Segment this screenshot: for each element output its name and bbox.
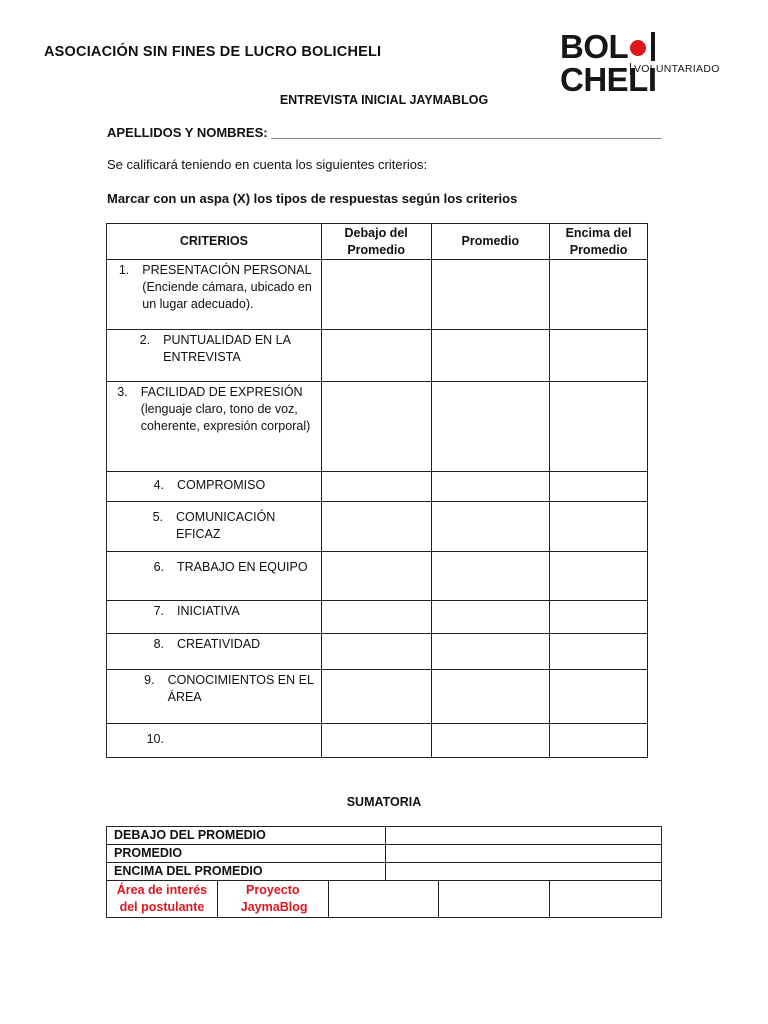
table-row (107, 330, 648, 382)
name-field-line[interactable]: APELLIDOS Y NOMBRES: ______________________________________________________ (107, 125, 662, 140)
project-option-jaymablog[interactable]: Proyecto JaymaBlog (217, 881, 328, 918)
table-row (107, 863, 662, 881)
criterion-cell: 2. PUNTUALIDAD EN LA ENTREVISTA (107, 330, 322, 382)
mark-cell-average[interactable] (431, 601, 550, 634)
mark-cell-above[interactable] (550, 601, 648, 634)
mark-cell-below[interactable] (321, 502, 431, 552)
mark-cell-below[interactable] (321, 552, 431, 601)
table-row (107, 670, 648, 724)
mark-cell-below[interactable] (321, 472, 431, 502)
mark-cell-average[interactable] (431, 472, 550, 502)
interest-area-table (106, 880, 662, 918)
summary-label: ENCIMA DEL PROMEDIO (107, 863, 386, 881)
criterion-cell: 1. PRESENTACIÓN PERSONAL (Enciende cámara, ubicado en un lugar adecuado). (107, 260, 322, 330)
mark-cell-below[interactable] (321, 724, 431, 758)
table-row (107, 260, 648, 330)
project-option-cell[interactable] (328, 881, 438, 918)
criterion-cell: 9. CONOCIMIENTOS EN EL ÁREA (107, 670, 322, 724)
mark-cell-average[interactable] (431, 670, 550, 724)
project-option-cell[interactable] (439, 881, 549, 918)
organization-name: ASOCIACIÓN SIN FINES DE LUCRO BOLICHELI (44, 44, 382, 60)
mark-cell-average[interactable] (431, 330, 550, 382)
mark-cell-above[interactable] (550, 552, 648, 601)
table-row (107, 634, 648, 670)
mark-cell-above[interactable] (550, 670, 648, 724)
criteria-table (106, 223, 648, 758)
table-row (107, 472, 648, 502)
mark-cell-average[interactable] (431, 552, 550, 601)
criterion-cell: 4. COMPROMISO (107, 472, 322, 502)
logo-subtitle: VOLUNTARIADO (630, 63, 720, 75)
bolicheli-logo (560, 28, 720, 98)
summary-value-cell[interactable] (386, 863, 662, 881)
table-row (107, 502, 648, 552)
mark-cell-above[interactable] (550, 330, 648, 382)
header-debajo: Debajo del Promedio (321, 224, 431, 260)
mark-cell-average[interactable] (431, 634, 550, 670)
table-row (107, 601, 648, 634)
logo-red-dot (630, 40, 646, 56)
mark-cell-below[interactable] (321, 601, 431, 634)
summary-table (106, 826, 662, 881)
mark-cell-below[interactable] (321, 634, 431, 670)
mark-cell-above[interactable] (550, 472, 648, 502)
criterion-cell: 10. (107, 724, 322, 758)
mark-cell-above[interactable] (550, 724, 648, 758)
header-criterios: CRITERIOS (107, 224, 322, 260)
mark-cell-above[interactable] (550, 382, 648, 472)
header-encima: Encima del Promedio (550, 224, 648, 260)
criterion-cell: 5. COMUNICACIÓN EFICAZ (107, 502, 322, 552)
form-title: ENTREVISTA INICIAL JAYMABLOG (279, 93, 489, 107)
table-row (107, 845, 662, 863)
criterion-cell: 7. INICIATIVA (107, 601, 322, 634)
mark-cell-average[interactable] (431, 260, 550, 330)
marking-instruction: Marcar con un aspa (X) los tipos de respuestas según los criterios (107, 191, 518, 206)
summary-value-cell[interactable] (386, 845, 662, 863)
table-row (107, 552, 648, 601)
summary-label: DEBAJO DEL PROMEDIO (107, 827, 386, 845)
summary-value-cell[interactable] (386, 827, 662, 845)
mark-cell-below[interactable] (321, 330, 431, 382)
criterion-cell: 3. FACILIDAD DE EXPRESIÓN (lenguaje claro, tono de voz, coherente, expresión corporal) (107, 382, 322, 472)
criteria-note: Se calificará teniendo en cuenta los siguientes criterios: (107, 157, 428, 172)
table-row (107, 827, 662, 845)
mark-cell-above[interactable] (550, 260, 648, 330)
logo-wordmark: BOLCHELI (560, 28, 657, 98)
mark-cell-average[interactable] (431, 724, 550, 758)
mark-cell-below[interactable] (321, 382, 431, 472)
mark-cell-below[interactable] (321, 260, 431, 330)
mark-cell-average[interactable] (431, 382, 550, 472)
summary-title: SUMATORIA (346, 795, 422, 809)
mark-cell-below[interactable] (321, 670, 431, 724)
criterion-cell: 6. TRABAJO EN EQUIPO (107, 552, 322, 601)
criterion-cell: 8. CREATIVIDAD (107, 634, 322, 670)
summary-label: PROMEDIO (107, 845, 386, 863)
table-row (107, 382, 648, 472)
mark-cell-above[interactable] (550, 502, 648, 552)
project-option-cell[interactable] (549, 881, 661, 918)
mark-cell-average[interactable] (431, 502, 550, 552)
table-row (107, 881, 662, 918)
table-row (107, 724, 648, 758)
mark-cell-above[interactable] (550, 634, 648, 670)
header-promedio: Promedio (431, 224, 550, 260)
interest-area-label: Área de interés del postulante (107, 881, 218, 918)
